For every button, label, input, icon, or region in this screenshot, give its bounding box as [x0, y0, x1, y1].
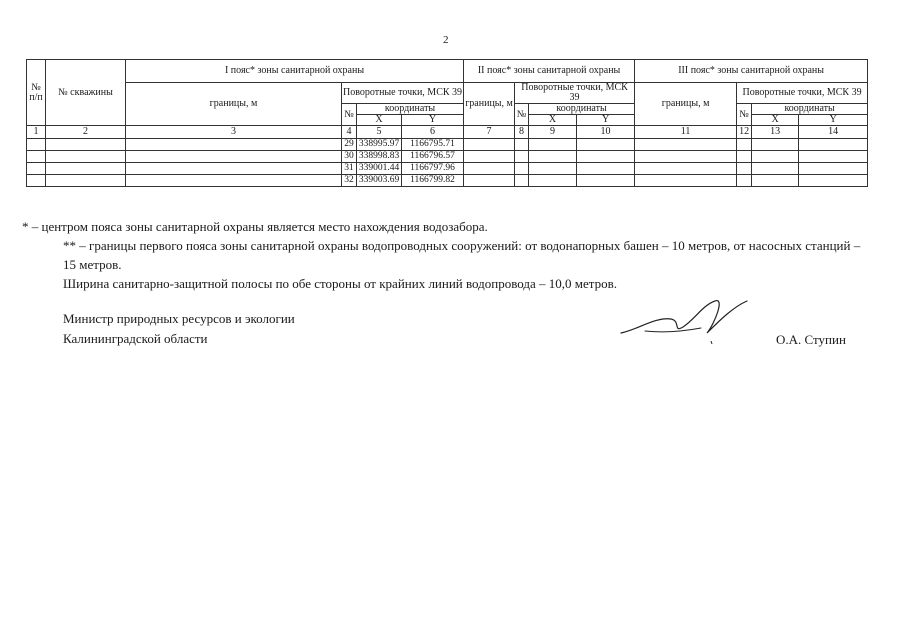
coord-y: 1166796.57: [402, 151, 464, 163]
col-number: 6: [402, 126, 464, 139]
col-number: 3: [126, 126, 342, 139]
footnote-boundaries: ** – границы первого пояса зоны санитарной охраны водопроводных сооружений: от водонапорных башен – 10 метров, от насосных станций – 15 метров.: [63, 238, 861, 272]
header-zone2-x: X: [529, 115, 577, 126]
header-zone3-turn-points: Поворотные точки, МСК 39: [737, 83, 868, 104]
col-number: 10: [577, 126, 635, 139]
header-zone2-turn-points: Поворотные точки, МСК 39: [515, 83, 635, 104]
header-zone3-boundaries: границы, м: [635, 83, 737, 126]
col-number: 12: [737, 126, 752, 139]
table-row: [27, 163, 868, 175]
coord-y: 1166795.71: [402, 139, 464, 151]
header-zone3-y: Y: [799, 115, 868, 126]
signatory-name: О.А. Ступин: [776, 332, 846, 347]
coord-x: 338998.83: [357, 151, 402, 163]
footnotes: [22, 217, 872, 293]
header-zone1-y: Y: [402, 115, 464, 126]
col-number: 4: [342, 126, 357, 139]
col-number: 9: [529, 126, 577, 139]
col-number: 14: [799, 126, 868, 139]
position-line-1: Министр природных ресурсов и экологии: [63, 311, 295, 326]
coord-y: 1166799.82: [402, 175, 464, 187]
column-numbers-row: [27, 126, 868, 139]
coord-x: 339001.44: [357, 163, 402, 175]
col-number: 11: [635, 126, 737, 139]
col-number: 2: [46, 126, 126, 139]
header-zone3-x: X: [752, 115, 799, 126]
header-zone2: II пояс* зоны санитарной охраны: [464, 60, 635, 83]
sanitary-zones-table: [26, 59, 868, 187]
header-zone3-coords: координаты: [752, 104, 868, 115]
point-number: 31: [342, 163, 357, 175]
col-number: 1: [27, 126, 46, 139]
header-zone2-boundaries: границы, м: [464, 83, 515, 126]
handwritten-signature: [615, 287, 765, 352]
header-zone3-point-no: №: [737, 104, 752, 126]
page-number: 2: [443, 34, 449, 46]
header-zone1-x: X: [357, 115, 402, 126]
header-zone2-point-no: №: [515, 104, 529, 126]
coord-x: 339003.69: [357, 175, 402, 187]
point-number: 32: [342, 175, 357, 187]
coord-x: 338995.97: [357, 139, 402, 151]
footnote-strip-width: Ширина санитарно-защитной полосы по обе стороны от крайних линий водопровода – 10,0 метров.: [63, 276, 618, 291]
table-row: [27, 175, 868, 187]
col-number: 8: [515, 126, 529, 139]
header-row-number: № п/п: [27, 60, 46, 126]
point-number: 29: [342, 139, 357, 151]
header-zone1-boundaries: границы, м: [126, 83, 342, 126]
footnote-center: * – центром пояса зоны санитарной охраны является место нахождения водозабора.: [22, 219, 488, 234]
signatory-position: [63, 309, 295, 349]
position-line-2: Калининградской области: [63, 331, 208, 346]
header-zone1-point-no: №: [342, 104, 357, 126]
header-well-number: № скважины: [46, 60, 126, 126]
point-number: 30: [342, 151, 357, 163]
table-row: [27, 151, 868, 163]
header-zone1-coords: координаты: [357, 104, 464, 115]
header-zone2-y: Y: [577, 115, 635, 126]
header-zone2-coords: координаты: [529, 104, 635, 115]
header-zone1: I пояс* зоны санитарной охраны: [126, 60, 464, 83]
col-number: 5: [357, 126, 402, 139]
header-zone3: III пояс* зоны санитарной охраны: [635, 60, 868, 83]
table-row: [27, 139, 868, 151]
coord-y: 1166797.96: [402, 163, 464, 175]
header-zone1-turn-points: Поворотные точки, МСК 39: [342, 83, 464, 104]
col-number: 7: [464, 126, 515, 139]
col-number: 13: [752, 126, 799, 139]
